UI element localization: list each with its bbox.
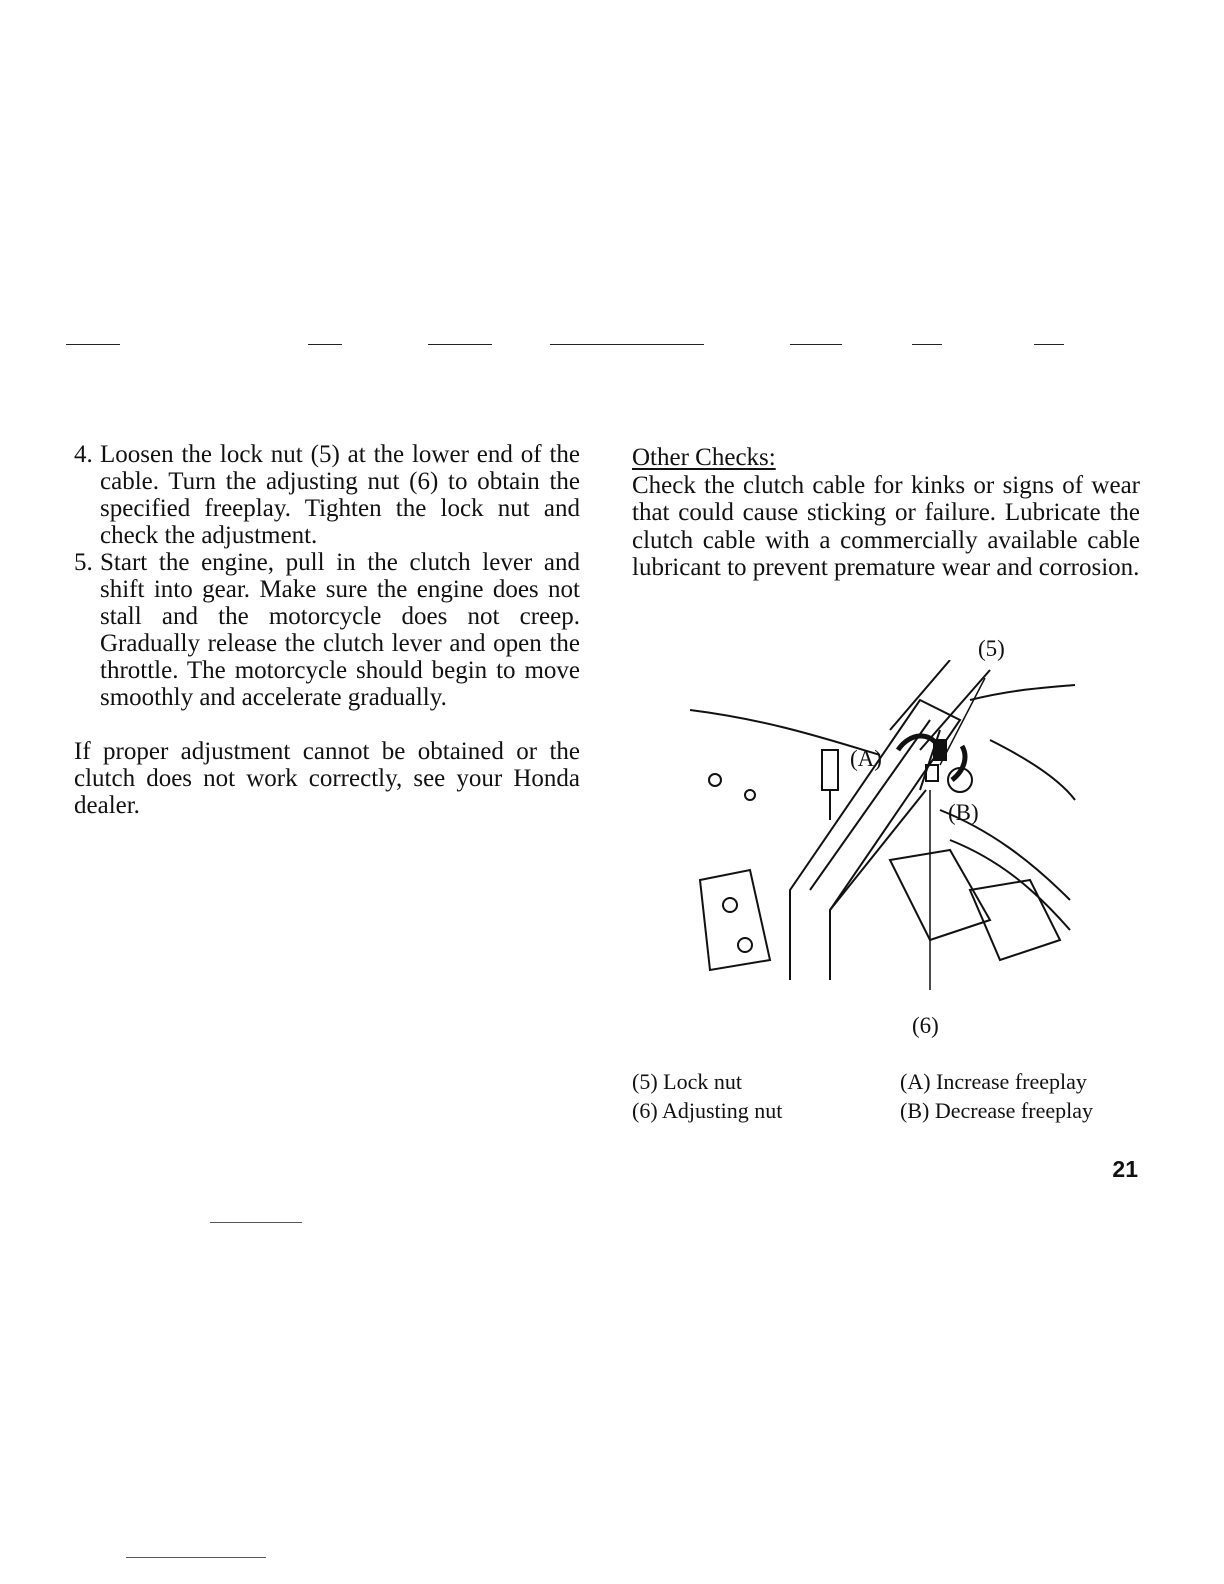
- legend-increase: (A) Increase freeplay: [900, 1069, 1087, 1094]
- legend-decrease: (B) Decrease freeplay: [900, 1098, 1093, 1123]
- header-rule-3: [428, 344, 492, 345]
- callout-decrease: (B): [948, 800, 979, 825]
- step-text: Loosen the lock nut (5) at the lower end of the cable. Turn the adjusting nut (6) to obtain the specified freeplay. Tighten the lock nut and check the adjustment.: [100, 441, 580, 549]
- header-rule-1: [66, 344, 120, 345]
- step-5: [74, 549, 580, 711]
- left-column: [74, 441, 580, 819]
- step-number: 5.: [74, 549, 93, 576]
- paragraph-gap: [74, 711, 580, 738]
- step-4: [74, 441, 580, 549]
- right-column: [632, 444, 1140, 582]
- footer-rule-1: [210, 1222, 302, 1223]
- step-text: Start the engine, pull in the clutch lever and shift into gear. Make sure the engine does not stall and the motorcycle does not creep. Gradually release the clutch lever and open the throttle. The motorcycle should begin to move smoothly and accelerate gradually.: [100, 549, 580, 711]
- clutch-cable-illustration: [690, 660, 1080, 990]
- footer-rule-2: [126, 1557, 266, 1558]
- callout-lock-nut: (5): [978, 636, 1005, 661]
- header-rule-7: [1034, 344, 1064, 345]
- dealer-note: If proper adjustment cannot be obtained or the clutch does not work correctly, see your Honda dealer.: [74, 738, 580, 819]
- header-rule-6: [912, 344, 942, 345]
- legend-adjusting-nut: (6) Adjusting nut: [632, 1098, 783, 1123]
- other-checks-text: Check the clutch cable for kinks or signs of wear that could cause sticking or failure. Lubricate the clutch cable with a commercially available cable lubricant to prevent premature wear and corrosion.: [632, 471, 1140, 581]
- callout-adjusting-nut: (6): [912, 1013, 939, 1038]
- legend-lock-nut: (5) Lock nut: [632, 1069, 742, 1094]
- clutch-adjuster-drawing: [690, 660, 1080, 990]
- section-heading: Other Checks:: [632, 444, 776, 471]
- page-number: 21: [1112, 1156, 1138, 1182]
- step-number: 4.: [74, 441, 93, 468]
- header-rule-4: [550, 344, 704, 345]
- header-rule-2: [308, 344, 342, 345]
- header-rule-5: [790, 344, 842, 345]
- callout-increase: (A): [850, 746, 882, 771]
